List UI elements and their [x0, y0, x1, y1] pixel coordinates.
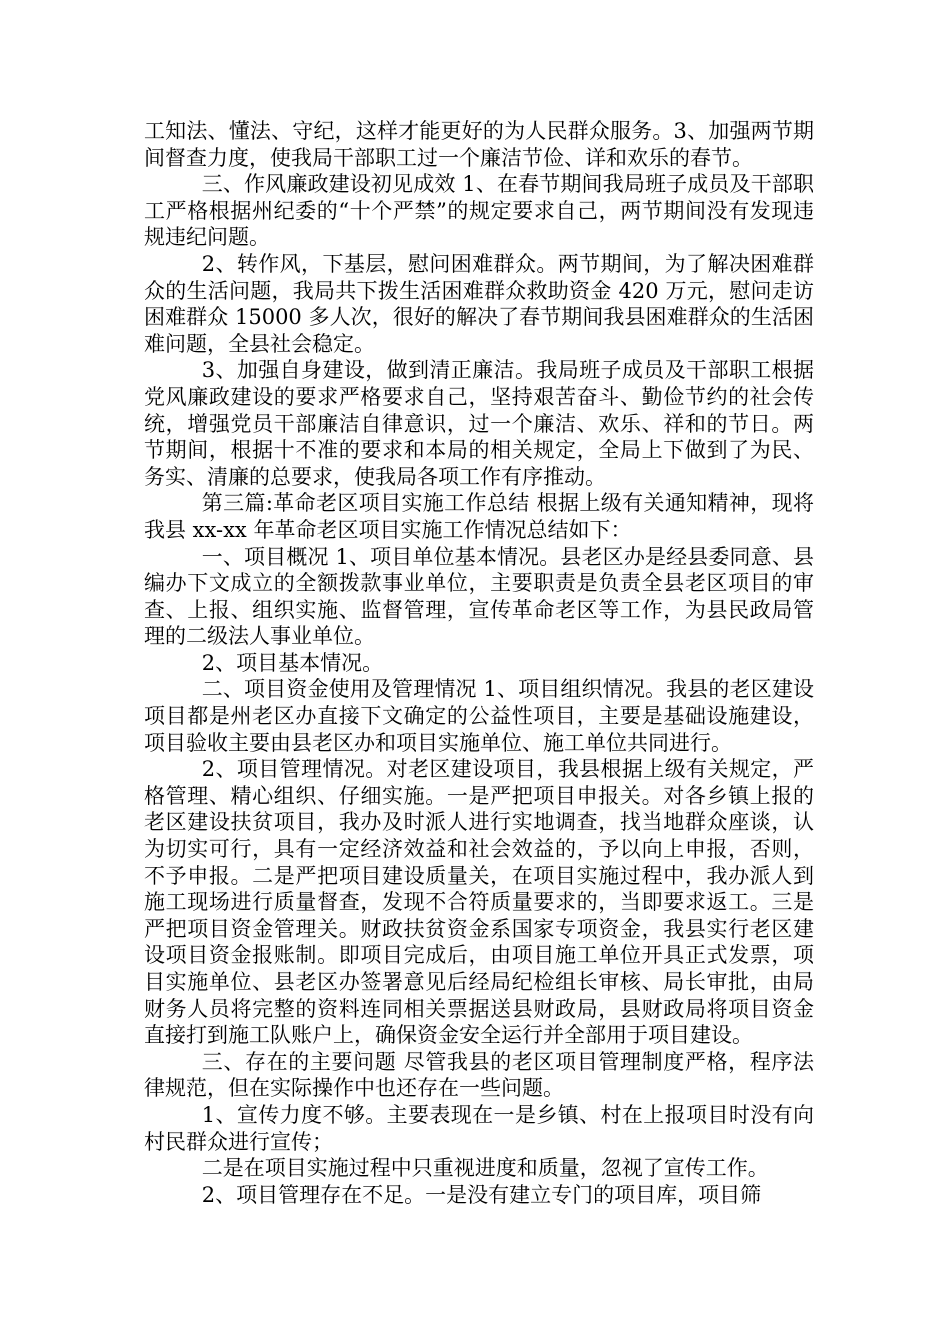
section-heading-paragraph: 第三篇:革命老区项目实施工作总结 根据上级有关通知精神，现将我县 xx-xx 年革命老区项目实施工作情况总结如下： — [144, 491, 814, 542]
paragraph: 二是在项目实施过程中只重视进度和质量，忽视了宣传工作。 — [201, 1156, 769, 1181]
paragraph: 2、转作风，下基层，慰问困难群众。两节期间，为了解决困难群众的生活问题，我局共下拨生活困难群众救助资金 420 万元，慰问走访困难群众 15000 多人次，很好的解决了春节期间我县困难群众的生活困难问题，全县社会稳定。 — [144, 251, 814, 356]
paragraph: 一、项目概况 1、项目单位基本情况。县老区办是经县委同意、县编办下文成立的全额拨款事业单位，主要职责是负责全县老区项目的审查、上报、组织实施、监督管理，宣传革命老区等工作，为县民政局管理的二级法人事业单位。 — [144, 544, 814, 649]
paragraph: 2、项目管理存在不足。一是没有建立专门的项目库，项目筛 — [201, 1182, 762, 1207]
paragraph: 2、项目管理情况。对老区建设项目，我县根据上级有关规定，严格管理、精心组织、仔细实施。一是严把项目申报关。对各乡镇上报的老区建设扶贫项目，我办及时派人进行实地调查，找当地群众座谈，认为切实可行，具有一定经济效益和社会效益的，予以向上申报，否则，不予申报。二是严把项目建设质量关，在项目实施过程中，我办派人到施工现场进行质量督查，发现不合符质量要求的，当即要求返工。三是严把项目资金管理关。财政扶贫资金系国家专项资金，我县实行老区建设项目资金报账制。即项目完成后，由项目施工单位开具正式发票，项目实施单位、县老区办签署意见后经局纪检组长审核、局长审批，由局财务人员将完整的资料连同相关票据送县财政局，县财政局将项目资金直接打到施工队账户上，确保资金安全运行并全部用于项目建设。 — [144, 757, 814, 1048]
paragraph: 二、项目资金使用及管理情况 1、项目组织情况。我县的老区建设项目都是州老区办直接下文确定的公益性项目，主要是基础设施建设，项目验收主要由县老区办和项目实施单位、施工单位共同进行。 — [144, 677, 814, 755]
paragraph: 三、存在的主要问题 尽管我县的老区项目管理制度严格，程序法律规范，但在实际操作中也还存在一些问题。 — [144, 1049, 814, 1101]
paragraph: 3、加强自身建设，做到清正廉洁。我局班子成员及干部职工根据党风廉政建设的要求严格要求自己，坚持艰苦奋斗、勤俭节约的社会传统，增强党员干部廉洁自律意识，过一个廉洁、欢乐、祥和的节日。两节期间，根据十不准的要求和本局的相关规定，全局上下做到了为民、务实、清廉的总要求，使我局各项工作有序推动。 — [144, 358, 814, 489]
paragraph: 三、作风廉政建设初见成效 1、在春节期间我局班子成员及干部职工严格根据州纪委的“十个严禁”的规定要求自己，两节期间没有发现违规违纪问题。 — [144, 172, 814, 250]
paragraph: 2、项目基本情况。 — [201, 650, 384, 675]
document-body — [144, 118, 814, 1208]
paragraph: 1、宣传力度不够。主要表现在一是乡镇、村在上报项目时没有向村民群众进行宣传； — [144, 1102, 814, 1154]
paragraph: 工知法、懂法、守纪，这样才能更好的为人民群众服务。3、加强两节期间督查力度，使我局干部职工过一个廉洁节俭、详和欢乐的春节。 — [144, 119, 814, 170]
